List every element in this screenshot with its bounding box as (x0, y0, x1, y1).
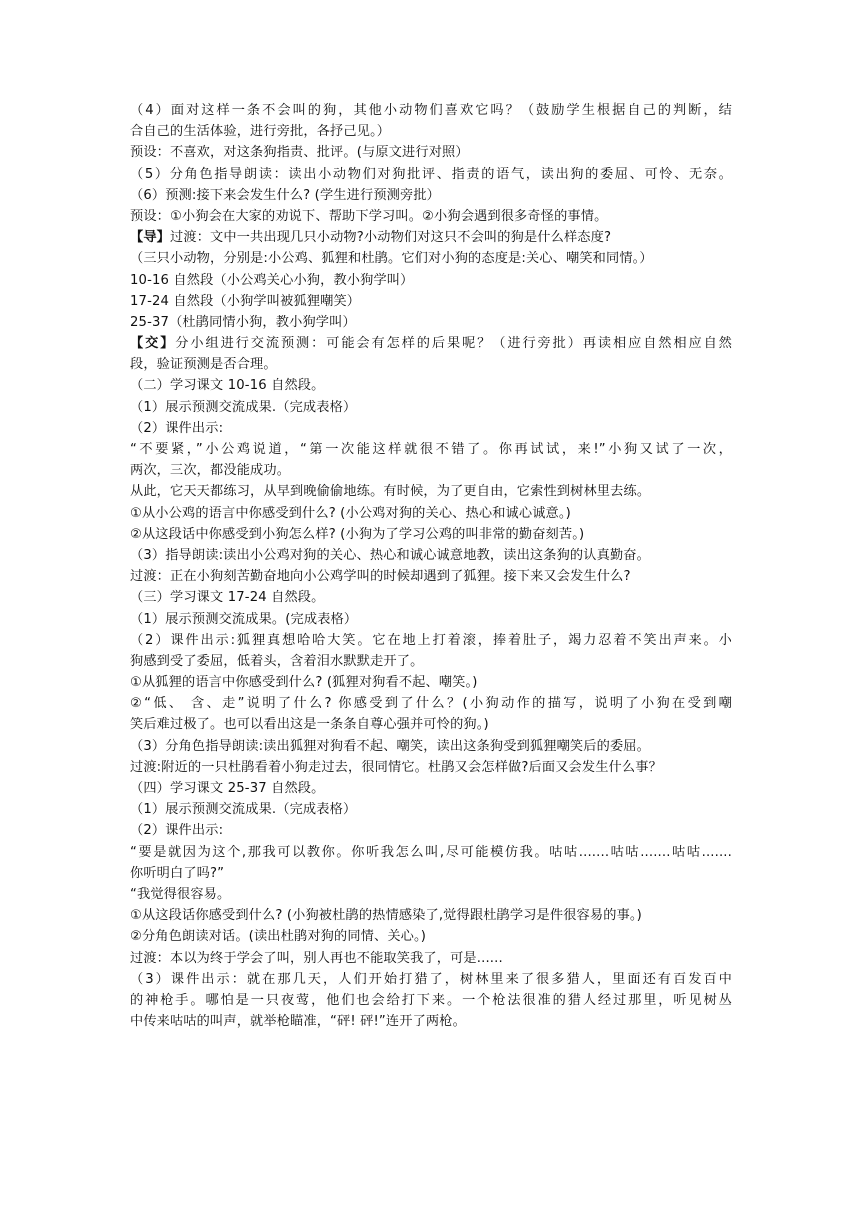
text-line: 中传来咕咕的叫声，就举枪瞄准，“砰! 砰!”连开了两枪。 (130, 1014, 466, 1030)
text-line: 10-16 自然段（小公鸡关心小狗，教小狗学叫） (130, 272, 414, 288)
text-line: ①从狐狸的语言中你感受到什么? (狐狸对狗看不起、嘲笑。) (130, 675, 478, 691)
text-line: 过渡：本以为终于学会了叫，别人再也不能取笑我了，可是...... (130, 950, 503, 966)
text-line: 笑后难过极了。也可以看出这是一条条自尊心强并可怜的狗。) (130, 717, 489, 733)
text-line: ①从小公鸡的语言中你感受到什么? (小公鸡对狗的关心、热心和诚心诚意。) (130, 505, 571, 521)
text-line: 两次，三次，都没能成功。 (130, 463, 291, 479)
text-line: 25-37（杜鹃同情小狗，教小狗学叫） (130, 314, 356, 330)
text-line: 你听明白了吗?” (130, 865, 225, 881)
text-line: （1）展示预测交流成果.（完成表格） (130, 399, 357, 415)
text-line: “要是就因为这个,那我可以教你。你听我怎么叫,尽可能模仿我。咕咕.......咕咕.......咕咕....... (130, 844, 732, 860)
text-line: 【交】分小组进行交流预测：可能会有怎样的后果呢？（进行旁批）再读相应自然相应自然 (130, 336, 732, 352)
text-line: （二）学习课文 10-16 自然段。 (130, 378, 325, 394)
text-line: 预设：①小狗会在大家的劝说下、帮助下学习叫。②小狗会遇到很多奇怪的事情。 (130, 208, 608, 224)
text-line: （3）分角色指导朗读:读出狐狸对狗看不起、嘲笑，读出这条狗受到狐狸嘲笑后的委屈。 (130, 738, 650, 754)
text-line: （2）课件出示: (130, 420, 224, 436)
text-line: （3）指导朗读:读出小公鸡对狗的关心、热心和诚心诚意地教，读出这条狗的认真勤奋。 (130, 547, 650, 563)
text-line: （1）展示预测交流成果。(完成表格） (130, 611, 358, 627)
text-line: 从此，它天天都练习，从早到晚偷偷地练。有时候，为了更自由，它索性到树林里去练。 (130, 484, 651, 500)
section-marker: 【导】 (130, 230, 171, 246)
text-line: “不要紧，”小公鸡说道，“第一次能这样就很不错了。你再试试，来!”小狗又试了一次， (130, 442, 732, 457)
text-line: 预设：不喜欢，对这条狗指责、批评。(与原文进行对照） (130, 145, 469, 161)
text-line: （三）学习课文 17-24 自然段。 (130, 590, 325, 606)
text-line: （三只小动物，分别是:小公鸡、狐狸和杜鹃。它们对小狗的态度是:关心、嘲笑和同情。） (130, 251, 653, 267)
text-line: ①从这段话你感受到什么? (小狗被杜鹃的热情感染了,觉得跟杜鹃学习是件很容易的事。) (130, 908, 642, 924)
text-line: 17-24 自然段（小狗学叫被狐狸嘲笑） (130, 293, 361, 309)
text-line: （4）面对这样一条不会叫的狗，其他小动物们喜欢它吗？（鼓励学生根据自己的判断，结 (130, 103, 732, 118)
text-line: （3）课件出示：就在那几天，人们开始打猎了，树林里来了很多猎人，里面还有百发百中 (130, 971, 732, 987)
text-line: 过渡:附近的一只杜鹃看着小狗走过去，很同情它。杜鹃又会怎样做?后面又会发生什么事？ (130, 759, 662, 775)
text-line: 的神枪手。哪怕是一只夜莺，他们也会给打下来。一个枪法很准的猎人经过那里，听见树丛 (130, 992, 732, 1008)
text-line: “我觉得很容易。 (130, 886, 231, 902)
text-line: （6）预测:接下来会发生什么? (学生进行预测旁批） (130, 187, 441, 203)
text-line: （2）课件出示: (130, 823, 224, 839)
text-line: （2）课件出示:狐狸真想哈哈大笑。它在地上打着滚，捧着肚子，竭力忍着不笑出声来。小 (130, 632, 732, 648)
text-line: （四）学习课文 25-37 自然段。 (130, 781, 325, 796)
text-line: ②从这段话中你感受到小狗怎么样? (小狗为了学习公鸡的叫非常的勤奋刻苦。) (130, 526, 585, 542)
text-line: 狗感到受了委屈，低着头，含着泪水默默走开了。 (130, 653, 424, 669)
section-marker: 【交】 (130, 336, 176, 352)
text-line: 段，验证预测是否合理。 (130, 357, 277, 373)
document-page (130, 100, 732, 1032)
text-line: 【导】过渡：文中一共出现几只小动物?小动物们对这只不会叫的狗是什么样态度? (130, 230, 612, 246)
text-line: 合自己的生活体验，进行旁批，各抒己见。） (130, 124, 391, 140)
text-line: 过渡：正在小狗刻苦勤奋地向小公鸡学叫的时候却遇到了狐狸。接下来又会发生什么? (130, 569, 631, 585)
text-line: （5）分角色指导朗读：读出小动物们对狗批评、指责的语气，读出狗的委屈、可怜、无奈。 (130, 166, 732, 182)
text-line: ②“低、 含、走”说明了什么? 你感受到了什么？(小狗动作的描写，说明了小狗在受到嘲 (130, 696, 732, 712)
text-line: （1）展示预测交流成果.（完成表格） (130, 802, 357, 818)
text-line: ②分角色朗读对话。(读出杜鹃对狗的同情、关心。) (130, 929, 427, 945)
